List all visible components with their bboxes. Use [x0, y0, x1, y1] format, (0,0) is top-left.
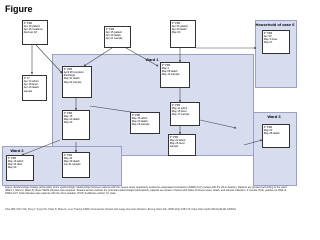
patient-box-H: F* PFR May 15 May 20 death May 23: [62, 110, 90, 140]
ward-1-label: Ward 1: [145, 57, 159, 62]
arrow-b-e: [84, 48, 112, 66]
ward-3-label: Ward 3: [267, 114, 281, 119]
patient-box-A: F* PFR Apr 10 patient Apr 15 mealtime died apr 18: [22, 20, 48, 45]
patient-box-B: F* PFR Apr 15 patient Apr 20 death Apr 21 sample: [104, 26, 131, 48]
patient-box-J: F* PFR May 20 admit May 26 fever sample: [168, 134, 196, 156]
arrow-g-k: [200, 120, 236, 128]
arrow-k-n: [244, 140, 262, 145]
ward-2-label: Ward 2: [10, 148, 24, 153]
arrow-h-l: [22, 140, 60, 155]
patient-box-I: F* PFR May 16 admit May 23 death May 26 sample: [130, 112, 160, 134]
patient-box-F: F* PFR May 4 May 08 death May 10 sample: [160, 62, 190, 88]
patient-box-C: F* PFR Apr 24 patient Apr 29 death May 03: [170, 20, 196, 48]
arrow-a-e: [36, 45, 62, 73]
patient-box-L: F* PFR May 19 admit May 24 died May 30: [6, 155, 34, 181]
patient-box-G: F* PFR May 11 admit May 15 fever May 17 sample: [170, 102, 200, 126]
citation: Chiu RW, Chim SS, Tong Y, Fung KS, Chan P, Zhao G, et al. Tracing SARS-Coronavirus Variant with Large Genomic Deletion. Emerg Infect Dis. 2005;11(1):168-170. https://doi.org/10.3201/eid1101.040544: [5, 208, 236, 211]
figure-caption: Figure. Epidemiologic linkage (schematic) of the epidemiologic relationships between patients with the severe acute respiratory syndrome–associated coronavirus (SARS-CoV) variant with the 29-nt deletion. Patients are grouped according to the ward (Ward 1, Ward 2, Ward 3) where SARS infection was acquired. Shaded arrows indicate the potential epidemiologic transmission; patients are shown in boxes with dates of illness onset, death, and sample collection. F, female; PFR, positive for RNA of SARS-CoV; bold indicates case patients with the 29-nt deletion. HCW, healthcare worker; M, male.: [5, 186, 287, 196]
figure-title: Figure: [5, 4, 33, 14]
patient-box-D: F* F* Apr 14 admit Apr 18 fever Apr 20 death sample: [22, 75, 47, 101]
patient-box-E: F* PFR April 28 symptom discharge May 01 death May 02 sample: [62, 66, 92, 98]
ward-household-label: Household of case 6: [255, 22, 295, 27]
arrow-b-f: [126, 48, 158, 66]
patient-box-K: F* PFR Apr 30 May 3 fever May 07: [262, 30, 290, 54]
patient-box-N: F* PFR May 23 May 28 death: [262, 124, 290, 148]
patient-box-M: F* PFR May 24 May 29 death Jun 01 sample: [62, 152, 90, 178]
